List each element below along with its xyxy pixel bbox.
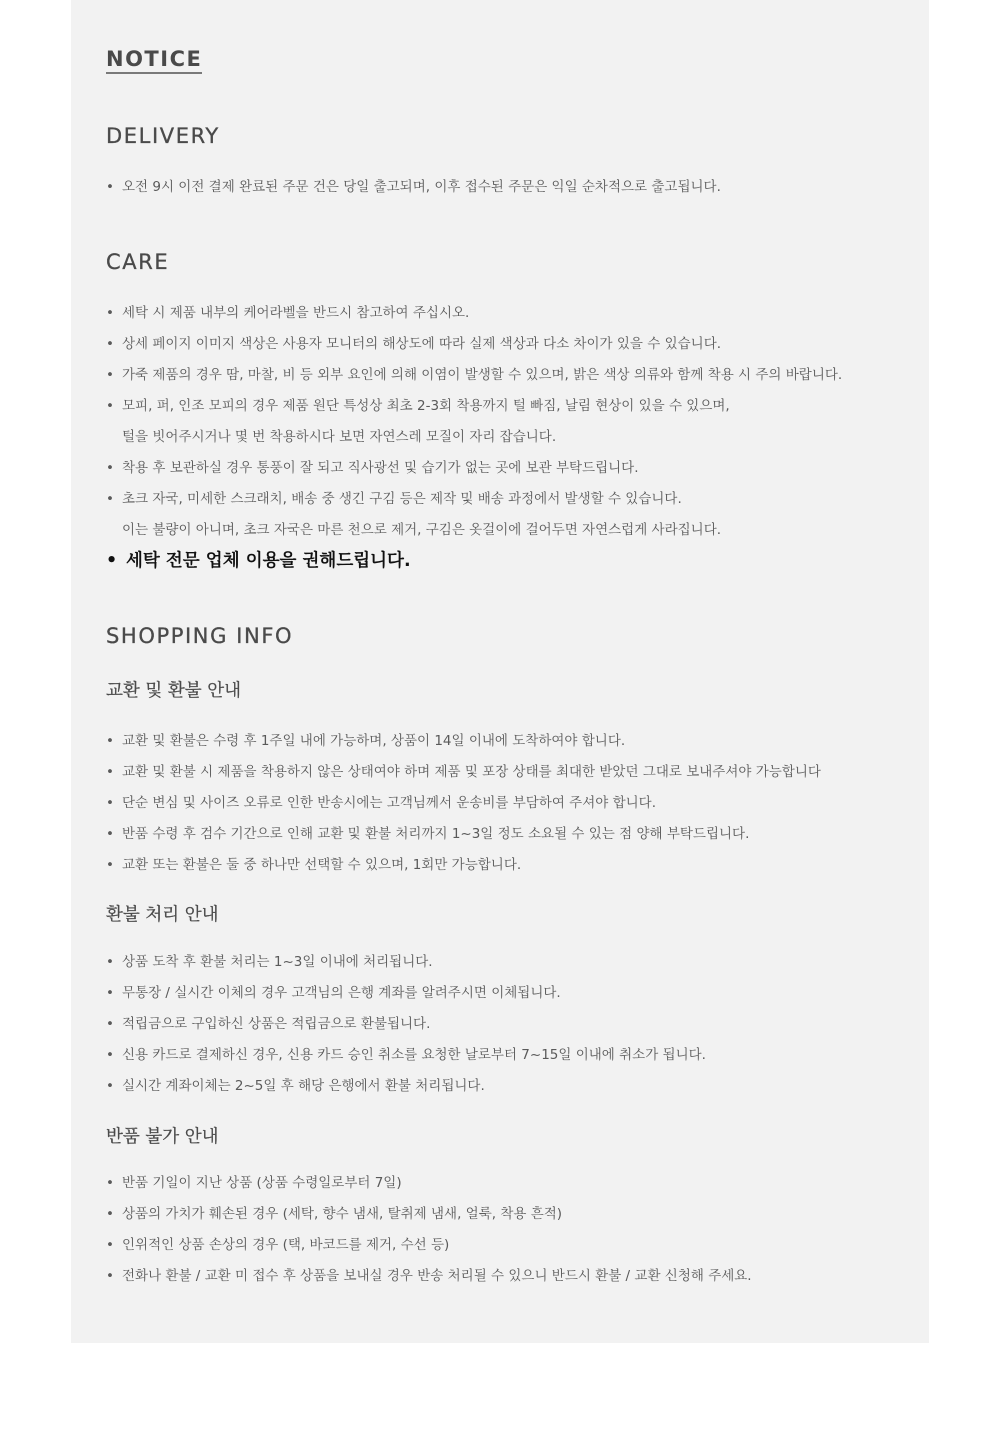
bullet-icon: • (106, 179, 114, 195)
list-item: • 상품의 가치가 훼손된 경우 (세탁, 향수 냄새, 탈취제 냄새, 얼룩, 착용 흔적) (106, 1199, 921, 1230)
bullet-icon: • (106, 826, 114, 842)
exchange-refund-list (106, 726, 921, 881)
list-item: • 단순 변심 및 사이즈 오류로 인한 반송시에는 고객님께서 운송비를 부담하여 주셔야 합니다. (106, 788, 921, 819)
notice-panel (71, 0, 929, 1343)
bullet-icon: • (106, 1047, 114, 1063)
exchange-refund-title: 교환 및 환불 안내 (106, 681, 242, 701)
care-title: CARE (106, 250, 170, 274)
bullet-icon: • (106, 1078, 114, 1094)
list-item: • 상세 페이지 이미지 색상은 사용자 모니터의 해상도에 따라 실제 색상과 다소 차이가 있을 수 있습니다. (106, 329, 921, 360)
care-emphasis: • 세탁 전문 업체 이용을 권해드립니다. (106, 546, 921, 576)
bullet-icon: • (106, 336, 114, 352)
bullet-icon: • (106, 954, 114, 970)
list-item: • 반품 기일이 지난 상품 (상품 수령일로부터 7일) (106, 1168, 921, 1199)
list-item: • 무통장 / 실시간 이체의 경우 고객님의 은행 계좌를 알려주시면 이체됩니다. (106, 978, 921, 1009)
bullet-icon: • (106, 764, 114, 780)
bullet-icon: • (106, 1268, 114, 1284)
notice-title: NOTICE (106, 46, 202, 74)
list-item: • 상품 도착 후 환불 처리는 1~3일 이내에 처리됩니다. (106, 947, 921, 978)
bullet-icon: • (106, 1206, 114, 1222)
list-item: • 초크 자국, 미세한 스크래치, 배송 중 생긴 구김 등은 제작 및 배송 과정에서 발생할 수 있습니다. 이는 불량이 아니며, 초크 자국은 마른 천으로 제거, 구김은 옷걸이에 걸어두면 자연스럽게 사라집니다. (106, 484, 921, 546)
list-item: • 모피, 퍼, 인조 모피의 경우 제품 원단 특성상 최초 2-3회 착용까지 털 빠짐, 날림 현상이 있을 수 있으며, 털을 빗어주시거나 몇 번 착용하시다 보면 자연스레 모질이 자리 잡습니다. (106, 391, 921, 453)
refund-process-list (106, 947, 921, 1102)
care-list (106, 298, 921, 576)
bullet-icon: • (106, 398, 114, 414)
list-item: • 인위적인 상품 손상의 경우 (택, 바코드를 제거, 수선 등) (106, 1230, 921, 1261)
bullet-icon: • (106, 1237, 114, 1253)
list-item: • 전화나 환불 / 교환 미 접수 후 상품을 보내실 경우 반송 처리될 수 있으니 반드시 환불 / 교환 신청해 주세요. (106, 1261, 921, 1292)
list-item: • 교환 및 환불 시 제품을 착용하지 않은 상태여야 하며 제품 및 포장 상태를 최대한 받았던 그대로 보내주셔야 가능합니다 (106, 757, 921, 788)
list-item: • 가죽 제품의 경우 땀, 마찰, 비 등 외부 요인에 의해 이염이 발생할 수 있으며, 밝은 색상 의류와 함께 착용 시 주의 바랍니다. (106, 360, 921, 391)
bullet-icon: • (106, 551, 118, 571)
list-item: • 교환 및 환불은 수령 후 1주일 내에 가능하며, 상품이 14일 이내에 도착하여야 합니다. (106, 726, 921, 757)
bullet-icon: • (106, 491, 114, 507)
bullet-icon: • (106, 857, 114, 873)
list-item: • 신용 카드로 결제하신 경우, 신용 카드 승인 취소를 요청한 날로부터 7~15일 이내에 취소가 됩니다. (106, 1040, 921, 1071)
list-item: • 적립금으로 구입하신 상품은 적립금으로 환불됩니다. (106, 1009, 921, 1040)
bullet-icon: • (106, 1016, 114, 1032)
bullet-icon: • (106, 305, 114, 321)
bullet-icon: • (106, 985, 114, 1001)
list-item: • 반품 수령 후 검수 기간으로 인해 교환 및 환불 처리까지 1~3일 정도 소요될 수 있는 점 양해 부탁드립니다. (106, 819, 921, 850)
list-item: • 실시간 계좌이체는 2~5일 후 해당 은행에서 환불 처리됩니다. (106, 1071, 921, 1102)
no-return-title: 반품 불가 안내 (106, 1127, 219, 1147)
bullet-icon: • (106, 460, 114, 476)
bullet-icon: • (106, 367, 114, 383)
bullet-icon: • (106, 795, 114, 811)
delivery-title: DELIVERY (106, 124, 220, 148)
list-item: • 착용 후 보관하실 경우 통풍이 잘 되고 직사광선 및 습기가 없는 곳에 보관 부탁드립니다. (106, 453, 921, 484)
bullet-icon: • (106, 1175, 114, 1191)
refund-process-title: 환불 처리 안내 (106, 905, 219, 925)
shopping-info-title: SHOPPING INFO (106, 624, 294, 648)
no-return-list (106, 1168, 921, 1292)
list-item: • 오전 9시 이전 결제 완료된 주문 건은 당일 출고되며, 이후 접수된 주문은 익일 순차적으로 출고됩니다. (106, 172, 921, 203)
list-item: • 교환 또는 환불은 둘 중 하나만 선택할 수 있으며, 1회만 가능합니다. (106, 850, 921, 881)
delivery-list (106, 172, 921, 203)
list-item: • 세탁 시 제품 내부의 케어라벨을 반드시 참고하여 주십시오. (106, 298, 921, 329)
bullet-icon: • (106, 733, 114, 749)
